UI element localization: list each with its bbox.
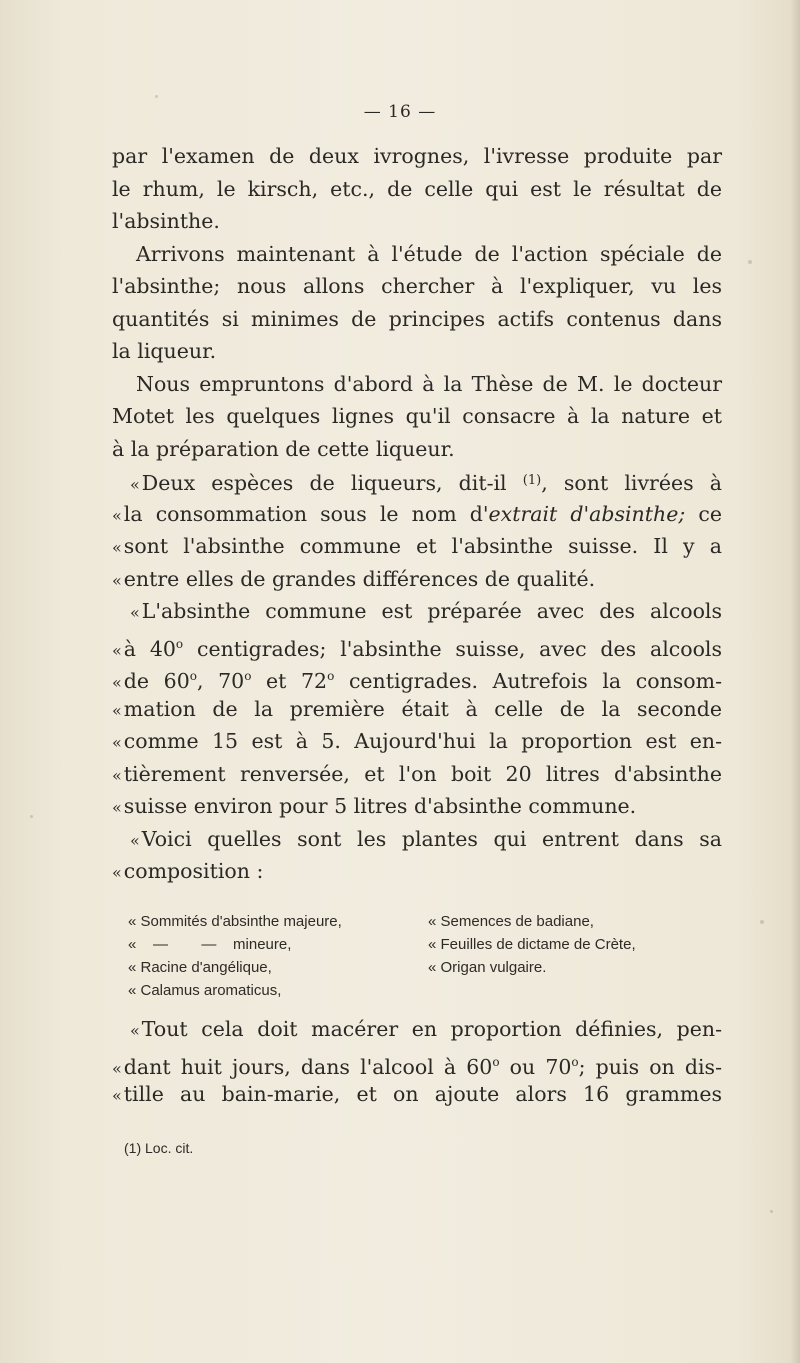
quoted-passage [112,465,722,888]
text-line: quantités si minimes de principes actifs contenus dans [112,306,722,331]
quote-text: entre elles de grandes différences de qualité. [123,566,596,591]
quote-mark: « [112,765,122,785]
degree-sign: o [244,669,252,683]
closing-passage [112,1013,722,1111]
quote-text: Deux espèces de liqueurs, dit-il [141,471,523,495]
plant-item: « Sommités d'absinthe majeure, [128,913,342,930]
quote-mark: « [112,733,122,752]
quote-line [112,628,722,661]
text-line: le rhum, le kirsch, etc., de celle qui est le résultat de [112,176,722,201]
plant-item: « Racine d'angélique, [128,959,272,976]
quote-line [112,725,722,758]
quote-line [112,660,722,693]
quote-text: , 70 [196,669,245,693]
quote-text: ; puis on dis- [578,1054,722,1079]
quote-text: tille au bain-marie, et on ajoute alors 16 grammes [123,1082,722,1106]
quote-text: la consommation sous le nom d' [123,501,489,526]
plant-item: « Semences de badiane, [428,913,594,930]
quote-line [112,1013,722,1046]
paper-speck [155,95,158,98]
quote-line [112,465,722,498]
paper-speck [30,815,33,818]
text-line: Motet les quelques lignes qu'il consacre à la nature et [112,404,722,428]
quote-line [112,1078,722,1111]
quote-line [112,563,722,596]
quote-text: à 40 [123,636,176,661]
quote-text: et 72 [251,669,328,693]
degree-sign: o [492,1054,500,1069]
quote-text: ce [685,501,722,526]
quote-mark: « [130,1021,140,1040]
degree-sign: o [571,1054,579,1069]
quote-line [112,693,722,726]
quote-line [112,758,722,791]
quote-mark: « [130,603,140,622]
quote-text: , sont livrées à [541,471,722,495]
text-line: Nous empruntons d'abord à la Thèse de M. le docteur [136,371,722,396]
plant-item: « Calamus aromaticus, [128,982,282,999]
quote-text: Voici quelles sont les plantes qui entrent dans sa [141,826,722,851]
paper-speck [770,1210,773,1213]
quote-line [112,1046,722,1079]
quote-line [112,790,722,823]
quote-text: comme 15 est à 5. Aujourd'hui la proportion est en- [123,729,722,753]
plant-list-left-column [128,910,388,1002]
quote-mark: « [130,830,140,850]
quote-line [112,530,722,563]
quote-mark: « [112,798,122,817]
page-edge-shadow [790,0,800,1363]
quote-mark: « [130,475,140,494]
text-line: l'absinthe. [112,209,220,233]
degree-sign: o [175,636,184,651]
quote-mark: « [112,1086,122,1105]
quote-mark: « [112,505,122,525]
quote-text: tièrement renversée, et l'on boit 20 litres d'absinthe [123,761,722,786]
quote-mark: « [112,863,122,882]
quote-text: composition : [123,859,264,883]
quote-text: dant huit jours, dans l'alcool à 60 [123,1054,493,1079]
quote-text: centigrades. Autrefois la consom- [334,669,723,693]
plant-list-right-column [428,910,688,979]
quote-text: L'absinthe commune est préparée avec des alcools [141,599,722,623]
quote-mark: « [112,700,122,720]
text-line: la liqueur. [112,339,217,363]
quote-text: de 60 [123,669,190,693]
paper-speck [760,920,764,924]
quote-line [112,855,722,888]
degree-sign: o [189,669,197,683]
quote-line [112,498,722,531]
quote-mark: « [112,538,122,557]
quote-text: Tout cela doit macérer en proportion définies, pen- [141,1017,722,1041]
quote-text: ou 70 [499,1054,572,1079]
italic-term: extrait d'absinthe; [488,501,686,526]
text-line: à la préparation de cette liqueur. [112,436,455,461]
footnote-reference: (1) [522,473,542,488]
page-number: — 16 — [363,102,437,122]
text-line: Arrivons maintenant à l'étude de l'action spéciale de [136,241,722,266]
quote-line [112,823,722,856]
degree-sign: o [327,669,335,683]
plant-item: « Origan vulgaire. [428,959,547,976]
footnote: (1) Loc. cit. [124,1140,194,1156]
quote-mark: « [112,1058,122,1078]
quote-text: suisse environ pour 5 litres d'absinthe commune. [123,794,637,818]
plant-item: « — — mineure, [128,936,292,953]
quote-text: mation de la première était à celle de la seconde [123,696,722,721]
quote-text: sont l'absinthe commune et l'absinthe suisse. Il y a [123,534,722,558]
quote-mark: « [112,640,122,660]
plant-item: « Feuilles de dictame de Crète, [428,936,636,953]
quote-mark: « [112,570,122,590]
paper-speck [748,260,752,264]
quote-text: centigrades; l'absinthe suisse, avec des alcools [183,636,723,661]
text-line: l'absinthe; nous allons chercher à l'expliquer, vu les [112,274,722,298]
text-line: par l'examen de deux ivrognes, l'ivresse produite par [112,144,722,168]
quote-mark: « [112,673,122,692]
opening-paragraphs [112,140,722,465]
quote-line [112,595,722,628]
